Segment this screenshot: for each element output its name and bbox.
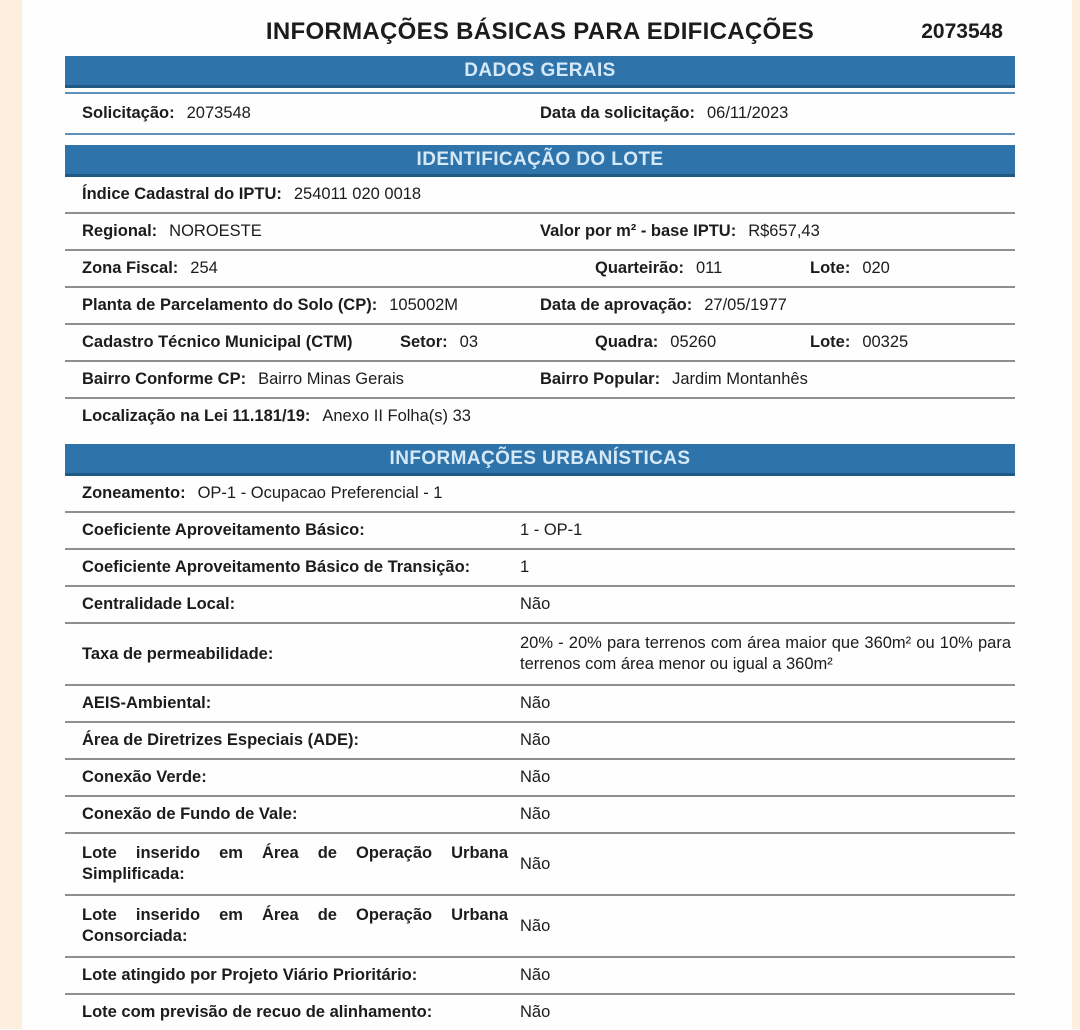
page-title: INFORMAÇÕES BÁSICAS PARA EDIFICAÇÕES <box>265 18 815 45</box>
row-taxa-permeabilidade <box>65 624 1015 686</box>
document-number: 2073548 <box>921 20 1003 43</box>
taxa-permeabilidade-value: 20% - 20% para terrenos com área maior que 360m² ou 10% para terrenos com área menor ou igual a 360m² <box>520 634 1011 673</box>
section-header-urbanisticas <box>65 444 1015 476</box>
title-row <box>65 0 1015 46</box>
coeficiente-transicao-label: Coeficiente Aproveitamento Básico de Transição: <box>82 558 471 576</box>
row-ctm <box>65 325 1015 362</box>
row-operacao-urbana-consorciada <box>65 896 1015 958</box>
row-localizacao-lei <box>65 399 1015 434</box>
page-edge-left <box>0 0 22 1029</box>
row-operacao-urbana-simplificada <box>65 834 1015 896</box>
conexao-fundo-vale-value: Não <box>520 805 551 823</box>
ade-label: Área de Diretrizes Especiais (ADE): <box>82 731 359 749</box>
projeto-viario-value: Não <box>520 966 551 984</box>
document <box>65 0 1015 1030</box>
bairro-cp-label: Bairro Conforme CP: <box>82 370 247 388</box>
row-conexao-verde <box>65 760 1015 797</box>
data-solicitacao-value: 06/11/2023 <box>706 104 789 122</box>
zoneamento-value: OP-1 - Ocupacao Preferencial - 1 <box>197 484 443 502</box>
row-solicitacao <box>65 92 1015 135</box>
lote-label: Lote: <box>810 333 851 351</box>
row-regional <box>65 214 1015 251</box>
bairro-cp-value: Bairro Minas Gerais <box>258 370 404 388</box>
solicitacao-value: 2073548 <box>186 104 251 122</box>
section-header-label: IDENTIFICAÇÃO DO LOTE <box>416 148 664 170</box>
aeis-ambiental-label: AEIS-Ambiental: <box>82 694 212 712</box>
setor-label: Setor: <box>400 333 448 351</box>
indice-value: 254011 020 0018 <box>293 185 422 203</box>
row-zona-fiscal <box>65 251 1015 288</box>
coeficiente-transicao-value: 1 <box>520 558 530 576</box>
recuo-alinhamento-value: Não <box>520 1003 551 1021</box>
quarteirao-label: Quarteirão: <box>595 259 684 277</box>
row-projeto-viario <box>65 958 1015 995</box>
centralidade-local-value: Não <box>520 595 551 613</box>
section-header-label: INFORMAÇÕES URBANÍSTICAS <box>389 447 691 469</box>
valor-m2-value: R$657,43 <box>748 222 820 240</box>
conexao-verde-value: Não <box>520 768 551 786</box>
localizacao-value: Anexo II Folha(s) 33 <box>322 407 471 425</box>
row-planta-parcelamento <box>65 288 1015 325</box>
quarteirao-value: 011 <box>695 259 723 277</box>
ade-value: Não <box>520 731 551 749</box>
bairro-popular-value: Jardim Montanhês <box>672 370 808 388</box>
regional-value: NOROESTE <box>169 222 262 240</box>
indice-label: Índice Cadastral do IPTU: <box>82 185 282 203</box>
data-solicitacao-label: Data da solicitação: <box>540 104 695 122</box>
row-bairro <box>65 362 1015 399</box>
data-aprovacao-label: Data de aprovação: <box>540 296 693 314</box>
planta-value: 105002M <box>389 296 459 314</box>
localizacao-label: Localização na Lei 11.181/19: <box>82 407 311 425</box>
conexao-fundo-vale-label: Conexão de Fundo de Vale: <box>82 805 298 823</box>
row-indice-cadastral <box>65 177 1015 214</box>
zona-fiscal-value: 254 <box>190 259 218 277</box>
bairro-popular-label: Bairro Popular: <box>540 370 661 388</box>
zona-fiscal-label: Zona Fiscal: <box>82 259 179 277</box>
row-coeficiente-basico <box>65 513 1015 550</box>
operacao-urbana-consorciada-value: Não <box>520 916 551 935</box>
coeficiente-basico-value: 1 - OP-1 <box>520 521 583 539</box>
conexao-verde-label: Conexão Verde: <box>82 768 207 786</box>
lote-value: 020 <box>862 259 890 277</box>
regional-label: Regional: <box>82 222 158 240</box>
row-recuo-alinhamento <box>65 995 1015 1030</box>
recuo-alinhamento-label: Lote com previsão de recuo de alinhamento: <box>82 1003 433 1021</box>
solicitacao-label: Solicitação: <box>82 104 175 122</box>
lote-value: 00325 <box>862 333 909 351</box>
data-aprovacao-value: 27/05/1977 <box>704 296 787 314</box>
centralidade-local-label: Centralidade Local: <box>82 595 236 613</box>
aeis-ambiental-value: Não <box>520 694 551 712</box>
lote-label: Lote: <box>810 259 851 277</box>
section-header-label: DADOS GERAIS <box>464 59 616 81</box>
zoneamento-label: Zoneamento: <box>82 484 186 502</box>
coeficiente-basico-label: Coeficiente Aproveitamento Básico: <box>82 521 365 539</box>
row-zoneamento <box>65 476 1015 513</box>
page-edge-right <box>1072 0 1080 1029</box>
operacao-urbana-simplificada-label: Lote inserido em Área de Operação Urbana Simplificada: <box>82 844 508 883</box>
projeto-viario-label: Lote atingido por Projeto Viário Prioritário: <box>82 966 418 984</box>
planta-label: Planta de Parcelamento do Solo (CP): <box>82 296 378 314</box>
taxa-permeabilidade-label: Taxa de permeabilidade: <box>82 644 274 663</box>
operacao-urbana-consorciada-label: Lote inserido em Área de Operação Urbana Consorciada: <box>82 906 508 945</box>
operacao-urbana-simplificada-value: Não <box>520 854 551 873</box>
row-coeficiente-transicao <box>65 550 1015 587</box>
ctm-label: Cadastro Técnico Municipal (CTM) <box>82 333 353 351</box>
setor-value: 03 <box>459 333 479 351</box>
section-header-identificacao <box>65 145 1015 177</box>
valor-m2-label: Valor por m² - base IPTU: <box>540 222 737 240</box>
row-conexao-fundo-vale <box>65 797 1015 834</box>
row-ade <box>65 723 1015 760</box>
row-centralidade-local <box>65 587 1015 624</box>
section-header-dados-gerais <box>65 56 1015 88</box>
row-aeis-ambiental <box>65 686 1015 723</box>
quadra-label: Quadra: <box>595 333 659 351</box>
quadra-value: 05260 <box>670 333 717 351</box>
